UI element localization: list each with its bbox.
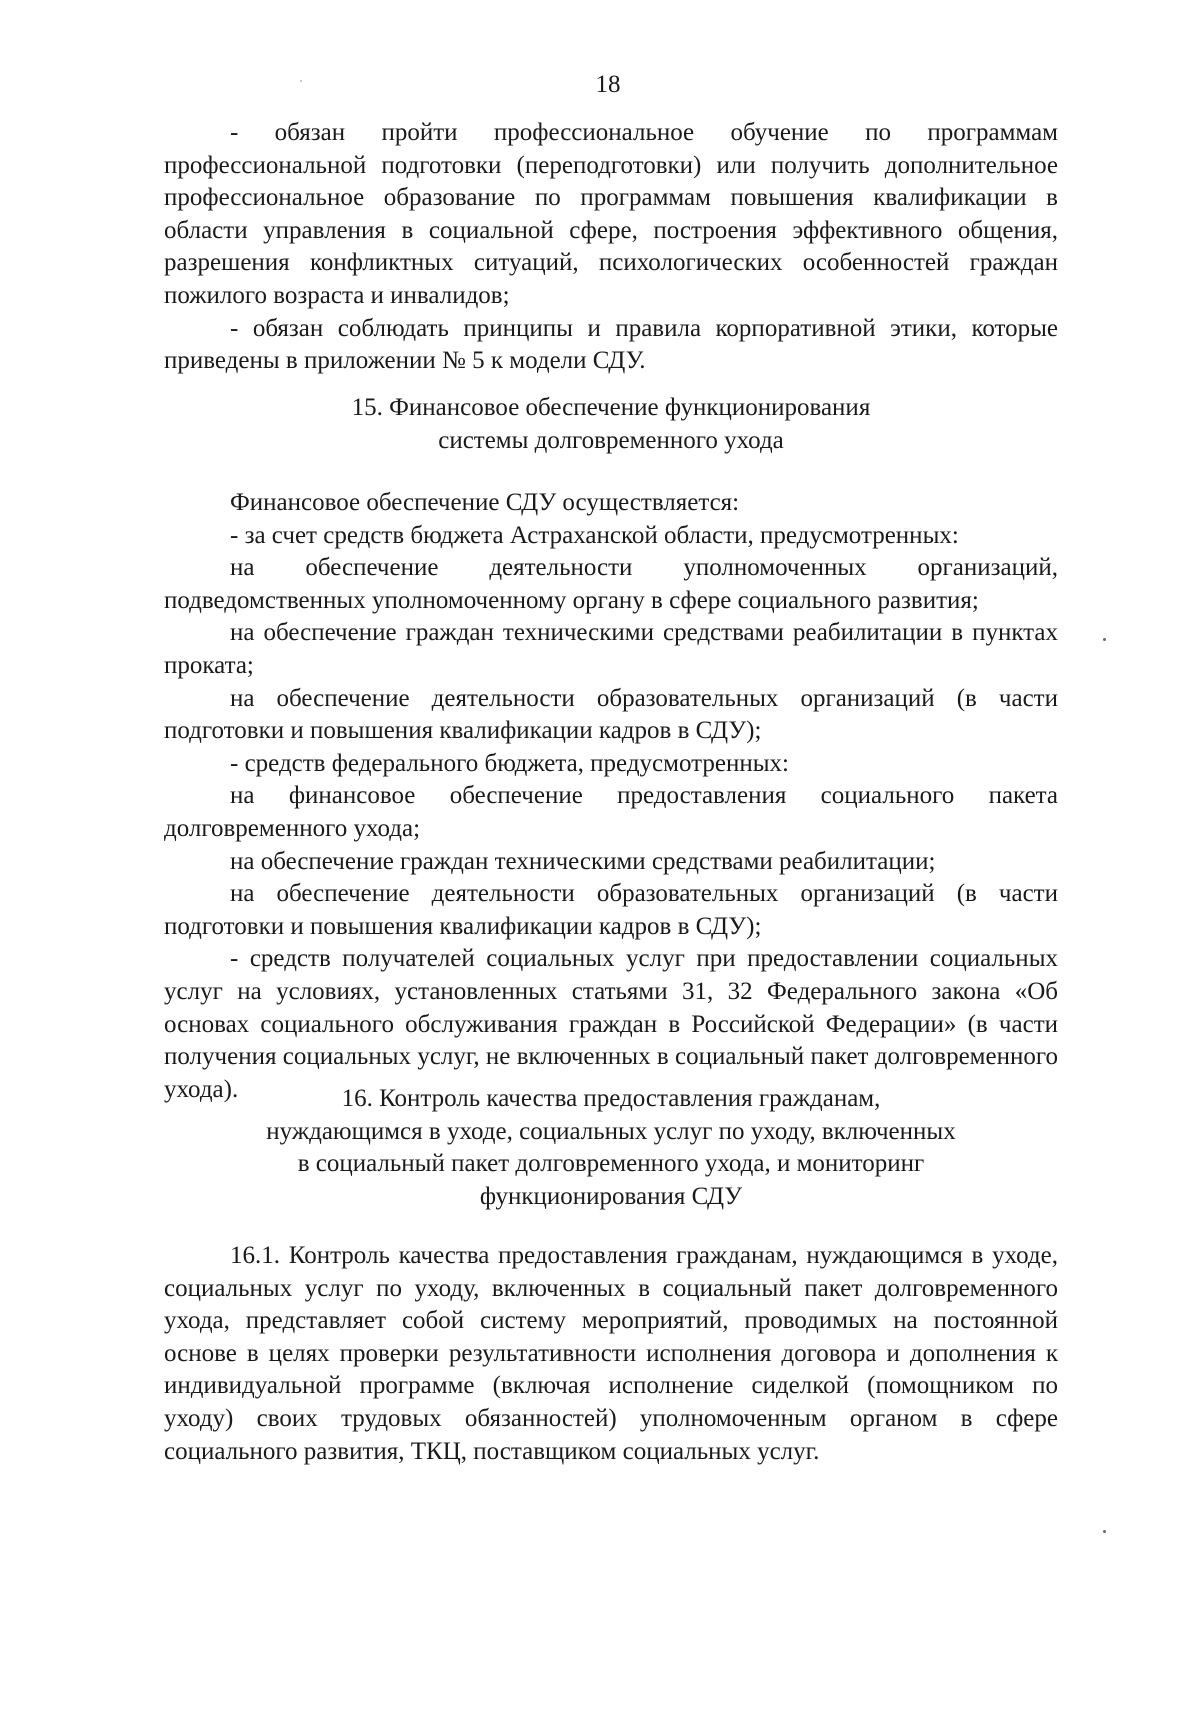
section-16-heading-line-4: функционирования СДУ xyxy=(479,1182,743,1210)
paragraph-federal-budget: - средств федерального бюджета, предусмотренных: xyxy=(230,749,789,777)
page-number: 18 xyxy=(595,71,621,98)
paragraph-regional-budget: - за счет средств бюджета Астраханской области, предусмотренных: xyxy=(230,521,959,549)
section-16-heading-line-2: нуждающимся в уходе, социальных услуг по уходу, включенных xyxy=(266,1117,956,1145)
section-15-heading-line-1: 15. Финансовое обеспечение функционирования xyxy=(351,394,871,421)
scan-speck xyxy=(1103,1530,1106,1533)
paragraph-regional-organizations: на обеспечение деятельности уполномоченных организаций, подведомственных уполномоченному органу в сфере социального развития; xyxy=(164,554,1058,614)
paragraph-16-1-quality-control: 16.1. Контроль качества предоставления гражданам, нуждающимся в уходе, социальных услуг по уходу, включенных в социальный пакет долговременного ухода, представляет собой систему мероприятий, проводимых на постоянной основе в целях проверки результативности исполнения договора и дополнения к индивидуальной программе (включая исполнение сиделкой (помощником по уходу) своих трудовых обязанностей) уполномоченным органом в сфере социального развития, ТКЦ, поставщиком социальных услуг. xyxy=(164,1242,1058,1465)
section-15-heading-line-2: системы долговременного ухода xyxy=(438,426,784,454)
paragraph-ethics-obligation: - обязан соблюдать принципы и правила корпоративной этики, которые приведены в приложении № 5 к модели СДУ. xyxy=(164,314,1058,375)
paragraph-training-obligation: - обязан пройти профессиональное обучение по программам профессиональной подготовки (переподготовки) или получить дополнительное профессиональное образование по программам повышения квалификации в области управления в социальной сфере, построения эффективного общения, разрешения конфликтных ситуаций, психологических особенностей граждан пожилого возраста и инвалидов; xyxy=(164,119,1058,309)
section-16-body xyxy=(164,1240,1058,1468)
scan-speck xyxy=(300,80,302,82)
paragraph-federal-education: на обеспечение деятельности образовательных организаций (в части подготовки и повышения квалификации кадров в СДУ); xyxy=(164,880,1058,940)
paragraph-regional-rehab-means: на обеспечение граждан техническими средствами реабилитации в пунктах проката; xyxy=(164,619,1058,679)
section-16-heading-line-1: 16. Контроль качества предоставления гражданам, xyxy=(341,1085,881,1112)
intro-text-block xyxy=(164,117,1058,378)
scan-speck xyxy=(1103,638,1106,641)
paragraph-federal-care-package: на финансовое обеспечение предоставления социального пакета долговременного ухода; xyxy=(164,782,1058,842)
paragraph-federal-rehab-means: на обеспечение граждан техническими средствами реабилитации; xyxy=(230,847,936,875)
section-16-heading-line-3: в социальный пакет долговременного ухода, и мониторинг xyxy=(297,1150,925,1178)
section-16-heading xyxy=(164,1083,1058,1213)
section-15-heading xyxy=(164,392,1058,457)
paragraph-regional-education: на обеспечение деятельности образовательных организаций (в части подготовки и повышения квалификации кадров в СДУ); xyxy=(164,684,1058,745)
paragraph-funding-intro: Финансовое обеспечение СДУ осуществляется: xyxy=(230,489,740,516)
paragraph-recipient-funds: - средств получателей социальных услуг при предоставлении социальных услуг на условиях, установленных статьями 31, 32 Федерального закона «Об основах социального обслуживания граждан в Российской Федерации» (в части получения социальных услуг, не включенных в социальный пакет долговременного ухода). xyxy=(164,945,1058,1103)
section-15-body xyxy=(164,487,1058,1106)
